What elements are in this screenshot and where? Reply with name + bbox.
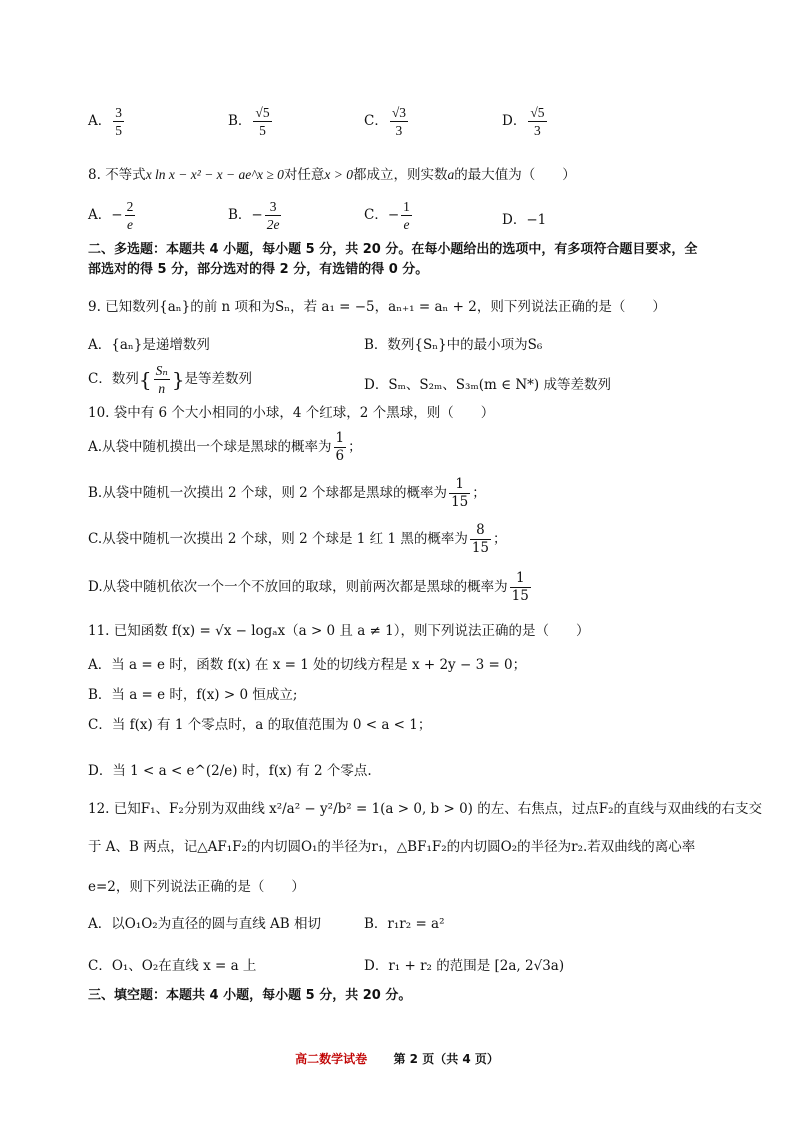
q12-stem-line1: 12. 已知F₁、F₂分别为双曲线 x²/a² − y²/b² = 1(a > 0, b > 0) 的左、右焦点，过点F₂的直线与双曲线的右支交 bbox=[88, 801, 763, 817]
q12-stem-line3: e=2，则下列说法正确的是（ ） bbox=[88, 879, 305, 895]
denominator: 5 bbox=[259, 123, 266, 138]
q12-stem-line2: 于 A、B 两点，记△AF₁F₂的内切圆O₁的半径为r₁，△BF₁F₂的内切圆O₂的半径为r₂.若双曲线的离心率 bbox=[88, 839, 696, 855]
q10-stem: 10. 袋中有 6 个大小相同的小球，4 个红球，2 个黑球，则（ ） bbox=[88, 405, 495, 421]
fraction bbox=[510, 570, 531, 605]
q8-option-a bbox=[88, 198, 137, 233]
fraction bbox=[449, 476, 470, 511]
minus-sign: − bbox=[251, 207, 263, 223]
fraction bbox=[253, 104, 271, 139]
fraction bbox=[125, 198, 136, 233]
q7-option-label: B． bbox=[228, 113, 252, 129]
q8-option-d bbox=[502, 208, 546, 228]
denominator: e bbox=[126, 217, 133, 232]
section-2-heading-line1: 二、多选题：本题共 4 小题，每小题 5 分，共 20 分。在每小题给出的选项中，有多项符合题目要求，全 bbox=[88, 242, 698, 257]
q7-option-a bbox=[88, 104, 126, 139]
q12-option-a: A．以O₁O₂为直径的圆与直线 AB 相切 bbox=[88, 916, 321, 932]
q7-option-c bbox=[364, 104, 410, 139]
denominator: 3 bbox=[534, 123, 541, 138]
punctuation: ； bbox=[493, 531, 507, 547]
numerator: Sₙ bbox=[155, 363, 168, 378]
fraction bbox=[334, 430, 347, 465]
q11-stem: 11. 已知函数 f(x) = √x − logₐx（a > 0 且 a ≠ 1），则下列说法正确的是（ ） bbox=[88, 623, 590, 639]
fraction bbox=[265, 198, 282, 233]
numerator: 1 bbox=[335, 430, 345, 446]
q8-text: 都成立，则实数 bbox=[352, 167, 448, 183]
q7-option-label: A． bbox=[88, 113, 112, 129]
q9-option-b: B．数列{Sₙ}中的最小项为S₆ bbox=[364, 337, 543, 353]
section-3-heading: 三、填空题：本题共 4 小题，每小题 5 分，共 20 分。 bbox=[88, 988, 412, 1003]
q8-text: 不等式 bbox=[105, 167, 146, 183]
q10-option-c bbox=[88, 522, 507, 557]
q8-text: 的最大值为（ ） bbox=[454, 167, 576, 183]
q7-option-label: D． bbox=[502, 113, 527, 129]
q9-stem: 9. 已知数列{aₙ}的前 n 项和为Sₙ，若 a₁ = −5，aₙ₊₁ = aₙ + 2，则下列说法正确的是（ ） bbox=[88, 299, 666, 315]
q11-option-d: D．当 1 < a < e^(2/e) 时，f(x) 有 2 个零点. bbox=[88, 763, 372, 779]
q8-option-value: −1 bbox=[526, 212, 547, 228]
q11-option-c: C．当 f(x) 有 1 个零点时，a 的取值范围为 0 < a < 1； bbox=[88, 717, 432, 733]
denominator: 5 bbox=[115, 123, 122, 138]
q8-inequality: x ln x − x² − x − ae^x ≥ 0 bbox=[145, 167, 284, 182]
fraction bbox=[401, 198, 412, 233]
brace-right: } bbox=[171, 367, 185, 392]
q8-condition: x > 0 bbox=[324, 167, 353, 182]
q9-option-d: D．Sₘ、S₂ₘ、S₃ₘ(m ∈ N*) 成等差数列 bbox=[364, 377, 611, 393]
punctuation: ； bbox=[472, 485, 486, 501]
q8-option-b bbox=[228, 198, 283, 233]
q7-option-b bbox=[228, 104, 274, 139]
q8-option-label: D． bbox=[502, 212, 527, 228]
denominator: 3 bbox=[395, 123, 403, 138]
numerator: 1 bbox=[449, 476, 470, 494]
section-2-heading-line2: 部选对的得 5 分，部分选对的得 2 分，有选错的得 0 分。 bbox=[88, 262, 429, 277]
numerator: 3 bbox=[265, 198, 282, 216]
denominator: 2e bbox=[266, 217, 280, 232]
numerator: 2 bbox=[126, 199, 134, 214]
q7-option-d bbox=[502, 104, 549, 139]
q8-option-c bbox=[364, 198, 414, 233]
q8-variable: a bbox=[447, 167, 455, 182]
q8-option-label: A． bbox=[88, 207, 112, 223]
q9-c-suffix: 是等差数列 bbox=[184, 371, 253, 387]
q9-c-prefix: C．数列 bbox=[88, 371, 139, 387]
footer-page-number: 第 2 页（共 4 页） bbox=[393, 1052, 499, 1066]
denominator: 15 bbox=[511, 588, 529, 604]
q8-option-label: B． bbox=[228, 207, 252, 223]
numerator: √5 bbox=[530, 105, 545, 120]
q12-option-d: D．r₁ + r₂ 的范围是 [2a, 2√3a) bbox=[364, 958, 565, 974]
page-footer bbox=[0, 1050, 794, 1067]
q8-option-label: C． bbox=[364, 207, 388, 223]
q9-option-c bbox=[88, 362, 252, 397]
denominator: 6 bbox=[335, 448, 345, 464]
numerator: 8 bbox=[470, 522, 491, 540]
fraction bbox=[154, 362, 170, 397]
q10-b-text: B.从袋中随机一次摸出 2 个球，则 2 个球都是黑球的概率为 bbox=[88, 485, 448, 501]
q10-option-d bbox=[88, 570, 533, 605]
q10-a-text: A.从袋中随机摸出一个球是黑球的概率为 bbox=[88, 439, 332, 455]
denominator: e bbox=[403, 217, 410, 232]
q10-option-b bbox=[88, 476, 486, 511]
numerator: 1 bbox=[510, 570, 531, 588]
fraction bbox=[390, 104, 408, 139]
fraction bbox=[470, 522, 491, 557]
denominator: 15 bbox=[451, 494, 469, 510]
punctuation: ； bbox=[348, 439, 362, 455]
fraction bbox=[113, 104, 124, 139]
minus-sign: − bbox=[111, 207, 123, 223]
denominator: 15 bbox=[471, 540, 490, 556]
numerator: 1 bbox=[403, 199, 410, 214]
minus-sign: − bbox=[387, 207, 400, 223]
q9-option-a: A．{aₙ}是递增数列 bbox=[88, 337, 210, 353]
numerator: √3 bbox=[391, 105, 407, 120]
q10-d-text: D.从袋中随机依次一个一个不放回的取球，则前两次都是黑球的概率为 bbox=[88, 579, 508, 595]
question-number: 8. bbox=[88, 167, 101, 183]
footer-title: 高二数学试卷 bbox=[295, 1052, 368, 1066]
q8-text: 对任意 bbox=[283, 167, 325, 183]
q10-c-text: C.从袋中随机一次摸出 2 个球，则 2 个球是 1 红 1 黑的概率为 bbox=[88, 531, 468, 547]
q10-option-a bbox=[88, 430, 362, 465]
q11-option-b: B．当 a = e 时，f(x) > 0 恒成立; bbox=[88, 687, 298, 703]
fraction bbox=[528, 104, 546, 139]
q11-option-a: A．当 a = e 时，函数 f(x) 在 x = 1 处的切线方程是 x + 2y − 3 = 0； bbox=[88, 657, 527, 673]
q7-option-label: C． bbox=[364, 113, 388, 129]
numerator: 3 bbox=[115, 105, 122, 120]
q12-option-c: C．O₁、O₂在直线 x = a 上 bbox=[88, 958, 257, 974]
brace-left: { bbox=[138, 367, 152, 392]
q12-option-b: B．r₁r₂ = a² bbox=[364, 916, 445, 932]
denominator: n bbox=[158, 381, 166, 396]
numerator: √5 bbox=[255, 105, 270, 120]
q8-stem bbox=[88, 166, 576, 184]
